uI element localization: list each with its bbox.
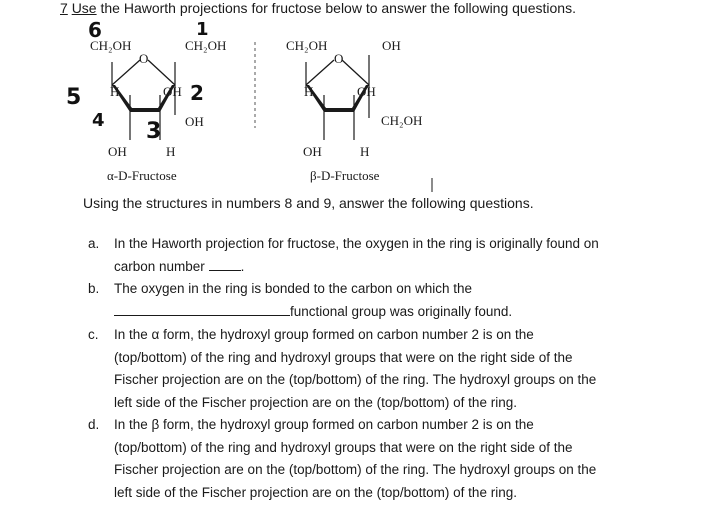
question-d-line1: In the β form, the hydroxyl group formed on carbon number 2 is on the	[114, 417, 534, 432]
alpha-fructose-structure	[90, 38, 226, 183]
alpha-ch2oh-top-left: CH₂OH	[90, 38, 132, 53]
question-a-line2: carbon number	[114, 258, 205, 274]
question-c-line3: Fischer projection are on the (top/bottom) of the ring. The hydroxyl groups on the	[114, 372, 597, 388]
question-d-label: d.	[88, 417, 100, 432]
answer-blank-b[interactable]	[114, 303, 290, 316]
question-d-line3: Fischer projection are on the (top/bottom) of the ring. The hydroxyl groups on the	[114, 462, 597, 478]
heading-use-word: Use	[71, 0, 97, 16]
beta-h-bottom: H	[360, 144, 370, 159]
handwritten-carbon-4: 4	[92, 110, 105, 131]
beta-oh-bottom-left: OH	[303, 144, 322, 159]
handwritten-carbon-2: 2	[190, 81, 204, 105]
question-b-line1: The oxygen in the ring is bonded to the carbon on which the	[114, 281, 472, 296]
handwritten-carbon-6: 6	[88, 18, 102, 42]
beta-oh-top-right: OH	[382, 38, 401, 53]
alpha-oh-ring-right: OH	[163, 84, 182, 99]
answer-blank-a[interactable]	[209, 258, 241, 271]
beta-ch2oh-bottom-right: CH₂OH	[381, 113, 423, 128]
question-c-line2: (top/bottom) of the ring and hydroxyl groups that were on the right side of the	[114, 349, 573, 365]
beta-caption: β-D-Fructose	[310, 168, 380, 183]
question-b-line2: functional group was originally found.	[290, 303, 513, 319]
instructions-text: Using the structures in numbers 8 and 9, answer the following questions.	[83, 195, 534, 211]
alpha-ring-oxygen: O	[139, 51, 149, 66]
question-a-line2-end: .	[240, 258, 245, 274]
alpha-ch2oh-top-right: CH₂OH	[185, 38, 227, 53]
alpha-oh-bottom-right: OH	[185, 114, 204, 129]
question-d-line4: left side of the Fischer projection are on the (top/bottom) of the ring.	[114, 484, 517, 500]
question-number: 7	[60, 0, 68, 16]
handwritten-carbon-3: 3	[146, 119, 162, 144]
beta-ch2oh-top-left: CH₂OH	[286, 38, 328, 53]
alpha-caption: α-D-Fructose	[107, 168, 177, 183]
question-c-line4: left side of the Fischer projection are on the (top/bottom) of the ring.	[114, 394, 517, 410]
alpha-h-ring-left: H	[110, 84, 120, 99]
question-b-label: b.	[88, 281, 100, 296]
question-a-line1: In the Haworth projection for fructose, the oxygen in the ring is originally found on	[114, 236, 599, 251]
question-c-label: c.	[88, 327, 99, 342]
beta-h-ring-left: H	[304, 84, 314, 99]
alpha-h-bottom: H	[166, 144, 176, 159]
beta-ring-oxygen: O	[334, 51, 344, 66]
haworth-figure	[0, 0, 723, 195]
question-c-line1: In the α form, the hydroxyl group formed on carbon number 2 is on the	[114, 327, 534, 342]
alpha-oh-bottom-left: OH	[108, 144, 127, 159]
heading-text: the Haworth projections for fructose below to answer the following questions.	[96, 0, 576, 16]
handwritten-carbon-5: 5	[66, 85, 82, 110]
beta-fructose-structure	[286, 38, 422, 183]
question-a-label: a.	[88, 236, 100, 251]
beta-oh-ring-right: OH	[357, 84, 376, 99]
handwritten-carbon-1: 1	[196, 19, 209, 40]
question-d-line2: (top/bottom) of the ring and hydroxyl groups that were on the right side of the	[114, 439, 573, 455]
